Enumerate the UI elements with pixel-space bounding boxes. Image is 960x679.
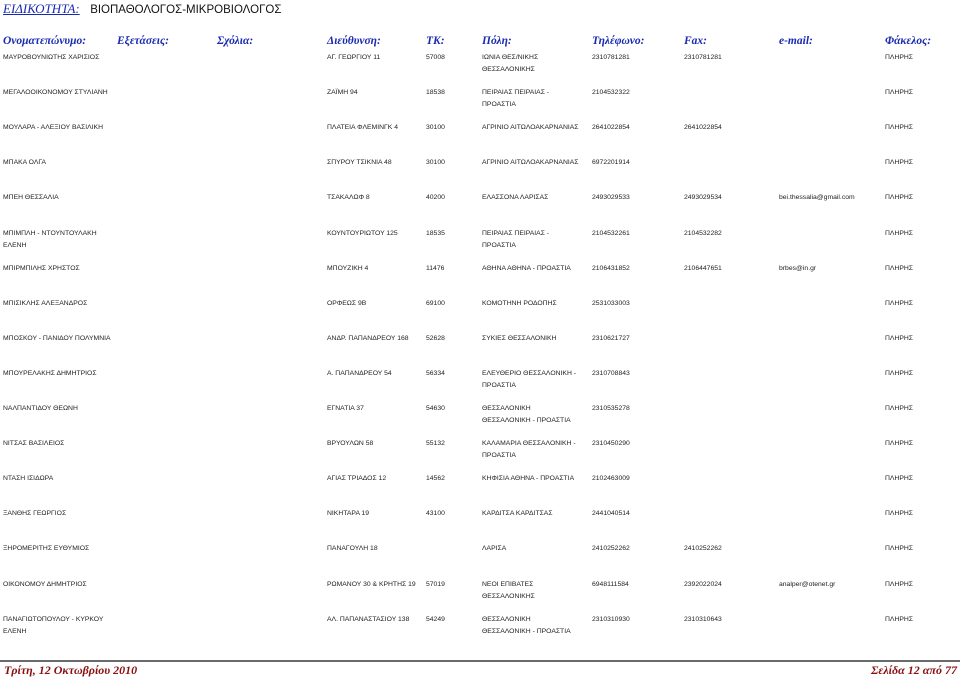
record-address: ΕΓΝΑΤΙΑ 37 [327, 405, 364, 412]
record-email[interactable]: bei.thessalia@gmail.com [779, 194, 855, 202]
record-status: ΠΛΗΡΗΣ [885, 264, 914, 272]
table-row [0, 157, 960, 187]
record-city: ΑΘΗΝΑ ΑΘΗΝΑ - ΠΡΟΑΣΤΙΑ [482, 264, 571, 272]
record-phone: 2310621727 [592, 334, 630, 342]
record-postal-code: 55132 [426, 440, 445, 448]
record-phone: 2104532261 [592, 229, 630, 237]
record-status: ΠΛΗΡΗΣ [885, 369, 914, 377]
record-postal-code: 30100 [426, 124, 445, 132]
record-address: ΑΓΙΑΣ ΤΡΙΑΔΟΣ 12 [327, 475, 387, 483]
record-status: ΠΛΗΡΗΣ [885, 510, 914, 518]
record-phone: 2493029533 [592, 194, 630, 202]
record-name: ΜΠΕΗ ΘΕΣΣΑΛΙΑ [3, 194, 59, 202]
record-phone: 2531033003 [592, 299, 630, 307]
record-address: ΑΓ. ΓΕΩΡΓΙΟΥ 11 [327, 54, 381, 61]
record-status: ΠΛΗΡΗΣ [885, 580, 914, 588]
record-postal-code: 56334 [426, 369, 445, 377]
record-city: ΙΩΝΙΑ ΘΕΣ/ΝΙΚΗΣ ΘΕΣΣΑΛΟΝΙΚΗΣ [482, 54, 539, 73]
record-phone: 2104532322 [592, 89, 630, 97]
record-name: ΜΠΙΡΜΠΙΛΗΣ ΧΡΗΣΤΟΣ [3, 264, 80, 272]
record-fax: 2410252262 [684, 545, 722, 553]
record-name: ΜΕΓΑΛΟΟΙΚΟΝΟΜΟΥ ΣΤΥΛΙΑΝΗ [3, 89, 108, 97]
record-address: ΟΡΦΕΩΣ 9Β [327, 299, 367, 307]
col-header-phone: Τηλέφωνο: [592, 35, 645, 47]
record-fax: 2106447651 [684, 264, 722, 272]
record-address: ΖΑΪΜΗ 94 [327, 89, 358, 97]
record-fax: 2310781281 [684, 54, 722, 61]
col-header-address: Διεύθυνση: [327, 35, 381, 47]
record-city: ΠΕΙΡΑΙΑΣ ΠΕΙΡΑΙΑΣ - ΠΡΟΑΣΤΙΑ [482, 229, 550, 249]
record-name: ΞΑΝΘΗΣ ΓΕΩΡΓΙΟΣ [3, 510, 67, 518]
table-row [0, 298, 960, 328]
record-name: ΜΠΟΣΚΟΥ - ΠΑΝΙΔΟΥ ΠΟΛΥΜΝΙΑ [3, 334, 111, 342]
record-city: ΚΗΦΙΣΙΑ ΑΘΗΝΑ - ΠΡΟΑΣΤΙΑ [482, 475, 575, 483]
record-address: ΑΛ. ΠΑΠΑΝΑΣΤΑΣΙΟΥ 138 [327, 615, 410, 623]
record-status: ΠΛΗΡΗΣ [885, 229, 914, 237]
record-city: ΘΕΣΣΑΛΟΝΙΚΗ ΘΕΣΣΑΛΟΝΙΚΗ - ΠΡΟΑΣΤΙΑ [482, 615, 571, 635]
record-status: ΠΛΗΡΗΣ [885, 194, 914, 202]
record-address: ΤΣΑΚΑΛΩΦ 8 [327, 194, 370, 202]
record-status: ΠΛΗΡΗΣ [885, 299, 914, 307]
record-address: ΑΝΔΡ. ΠΑΠΑΝΔΡΕΟΥ 168 [327, 334, 409, 342]
record-status: ΠΛΗΡΗΣ [885, 54, 914, 61]
record-phone: 2310310930 [592, 615, 630, 623]
table-row [0, 543, 960, 573]
record-phone: 2310781281 [592, 54, 630, 61]
col-header-tk: ΤΚ: [426, 35, 445, 47]
record-status: ΠΛΗΡΗΣ [885, 475, 914, 483]
record-city: ΣΥΚΙΕΣ ΘΕΣΣΑΛΟΝΙΚΗ [482, 334, 557, 342]
record-status: ΠΛΗΡΗΣ [885, 440, 914, 448]
record-status: ΠΛΗΡΗΣ [885, 334, 914, 342]
record-phone: 2310708843 [592, 369, 630, 377]
record-postal-code: 43100 [426, 510, 445, 518]
record-postal-code: 69100 [426, 299, 445, 307]
record-address: ΜΠΟΥΖΙΚΗ 4 [327, 264, 369, 272]
table-row [0, 52, 960, 82]
record-fax: 2310310643 [684, 615, 722, 623]
record-name: ΠΑΝΑΓΙΩΤΟΠΟΥΛΟΥ - ΚΥΡΚΟΥ ΕΛΕΝΗ [3, 615, 104, 635]
record-city: ΑΓΡΙΝΙΟ ΑΙΤΩΛΟΑΚΑΡΝΑΝΙΑΣ [482, 159, 579, 167]
record-phone: 2310535278 [592, 405, 630, 412]
table-row [0, 333, 960, 363]
record-postal-code: 57019 [426, 580, 445, 588]
record-name: ΜΟΥΛΑΡΑ - ΑΛΕΞΙΟΥ ΒΑΣΙΛΙΚΗ [3, 124, 103, 132]
record-city: ΑΓΡΙΝΙΟ ΑΙΤΩΛΟΑΚΑΡΝΑΝΙΑΣ [482, 124, 579, 132]
record-fax: 2641022854 [684, 124, 722, 132]
record-phone: 2106431852 [592, 264, 630, 272]
record-address: Α. ΠΑΠΑΝΔΡΕΟΥ 54 [327, 369, 392, 377]
record-name: ΝΑΛΠΑΝΤΙΔΟΥ ΘΕΩΝΗ [3, 405, 78, 412]
record-postal-code: 18538 [426, 89, 445, 97]
record-phone: 6948111584 [592, 580, 629, 588]
col-header-folder: Φάκελος: [885, 35, 932, 47]
record-status: ΠΛΗΡΗΣ [885, 405, 914, 412]
record-name: ΜΠΑΚΑ ΟΛΓΑ [3, 159, 47, 167]
record-postal-code: 18535 [426, 229, 445, 237]
table-row [0, 403, 960, 433]
record-fax: 2392022024 [684, 580, 722, 588]
record-city: ΚΑΡΔΙΤΣΑ ΚΑΡΔΙΤΣΑΣ [482, 510, 553, 518]
record-address: ΒΡΥΟΥΛΩΝ 58 [327, 440, 374, 448]
table-row [0, 87, 960, 117]
record-city: ΛΑΡΙΣΑ [482, 545, 507, 553]
record-phone: 2441040514 [592, 510, 630, 518]
specialty-value: ΒΙΟΠΑΘΟΛΟΓΟΣ-ΜΙΚΡΟΒΙΟΛΟΓΟΣ [90, 4, 282, 16]
record-city: ΝΕΟΙ ΕΠΙΒΑΤΕΣ ΘΕΣΣΑΛΟΝΙΚΗΣ [482, 580, 535, 600]
record-fax: 2104532282 [684, 229, 722, 237]
col-header-name: Ονοματεπώνυμο: [3, 35, 87, 47]
record-postal-code: 14562 [426, 475, 445, 483]
table-row [0, 614, 960, 644]
record-status: ΠΛΗΡΗΣ [885, 615, 914, 623]
column-headers [0, 35, 960, 49]
record-address: ΠΑΝΑΓΟΥΛΗ 18 [327, 545, 378, 553]
record-address: ΝΙΚΗΤΑΡΑ 19 [327, 510, 370, 518]
record-city: ΕΛΑΣΣΟΝΑ ΛΑΡΙΣΑΣ [482, 194, 549, 202]
record-phone: 2310450290 [592, 440, 630, 448]
record-name: ΜΠΙΜΠΛΗ - ΝΤΟΥΝΤΟΥΛΑΚΗ ΕΛΕΝΗ [3, 229, 97, 249]
record-name: ΜΑΥΡΟΒΟΥΝΙΩΤΗΣ ΧΑΡΙΣΙΟΣ [3, 54, 100, 61]
record-city: ΘΕΣΣΑΛΟΝΙΚΗ ΘΕΣΣΑΛΟΝΙΚΗ - ΠΡΟΑΣΤΙΑ [482, 405, 571, 424]
record-email[interactable]: analper@otenet.gr [779, 580, 836, 588]
col-header-fax: Fax: [684, 35, 707, 47]
record-city: ΚΑΛΑΜΑΡΙΑ ΘΕΣΣΑΛΟΝΙΚΗ - ΠΡΟΑΣΤΙΑ [482, 440, 576, 460]
record-name: ΝΙΤΣΑΣ ΒΑΣΙΛΕΙΟΣ [3, 440, 65, 448]
specialty-label: ΕΙΔΙΚΟΤΗΤΑ: [3, 1, 80, 16]
record-postal-code: 30100 [426, 159, 445, 167]
col-header-exams: Εξετάσεις: [117, 35, 169, 47]
record-postal-code: 40200 [426, 194, 445, 202]
record-email[interactable]: brbes@in.gr [779, 264, 817, 272]
page-footer [0, 660, 960, 679]
record-status: ΠΛΗΡΗΣ [885, 89, 914, 97]
record-phone: 6972201914 [592, 159, 630, 167]
record-status: ΠΛΗΡΗΣ [885, 545, 914, 553]
record-address: ΚΟΥΝΤΟΥΡΙΩΤΟΥ 125 [327, 229, 398, 237]
record-name: ΟΙΚΟΝΟΜΟΥ ΔΗΜΗΤΡΙΟΣ [3, 580, 87, 588]
page-header [3, 0, 281, 16]
record-name: ΜΠΙΣΙΚΛΗΣ ΑΛΕΞΑΝΔΡΟΣ [3, 299, 88, 307]
table-row [0, 473, 960, 503]
record-phone: 2641022854 [592, 124, 630, 132]
record-address: ΣΠΥΡΟΥ ΤΣΙΚΝΙΑ 48 [327, 159, 392, 167]
record-fax: 2493029534 [684, 194, 722, 202]
record-status: ΠΛΗΡΗΣ [885, 159, 914, 167]
footer-date: Τρίτη, 12 Οκτωβρίου 2010 [4, 663, 138, 677]
record-name: ΜΠΟΥΡΕΛΑΚΗΣ ΔΗΜΗΤΡΙΟΣ [3, 369, 97, 377]
record-name: ΝΤΑΣΗ ΙΣΙΔΩΡΑ [3, 475, 54, 483]
footer-rule [0, 660, 960, 662]
record-postal-code: 57008 [426, 54, 445, 61]
table-row [0, 368, 960, 398]
record-address: ΠΛΑΤΕΙΑ ΦΛΕΜΙΝΓΚ 4 [327, 124, 398, 132]
col-header-comments: Σχόλια: [217, 35, 254, 47]
table-row [0, 508, 960, 538]
record-address: ΡΩΜΑΝΟΥ 30 & ΚΡΗΤΗΣ 19 [327, 580, 416, 588]
record-postal-code: 52628 [426, 334, 445, 342]
table-row [0, 122, 960, 152]
record-name: ΞΗΡΟΜΕΡΙΤΗΣ ΕΥΘΥΜΙΟΣ [3, 545, 90, 553]
col-header-city: Πόλη: [482, 35, 512, 47]
record-postal-code: 54249 [426, 615, 445, 623]
footer-page-number: Σελίδα 12 από 77 [871, 663, 957, 677]
record-city: ΚΟΜΟΤΗΝΗ ΡΟΔΟΠΗΣ [482, 299, 557, 307]
table-row [0, 192, 960, 222]
record-phone: 2410252262 [592, 545, 630, 553]
record-status: ΠΛΗΡΗΣ [885, 124, 914, 132]
table-row [0, 438, 960, 468]
col-header-email: e-mail: [779, 35, 813, 47]
record-phone: 2102463009 [592, 475, 630, 483]
record-postal-code: 11476 [426, 264, 445, 272]
table-row [0, 579, 960, 609]
record-city: ΠΕΙΡΑΙΑΣ ΠΕΙΡΑΙΑΣ - ΠΡΟΑΣΤΙΑ [482, 89, 550, 109]
record-city: ΕΛΕΥΘΕΡΙΟ ΘΕΣΣΑΛΟΝΙΚΗ - ΠΡΟΑΣΤΙΑ [482, 369, 577, 389]
table-row [0, 263, 960, 293]
record-postal-code: 54630 [426, 405, 445, 412]
table-row [0, 228, 960, 258]
